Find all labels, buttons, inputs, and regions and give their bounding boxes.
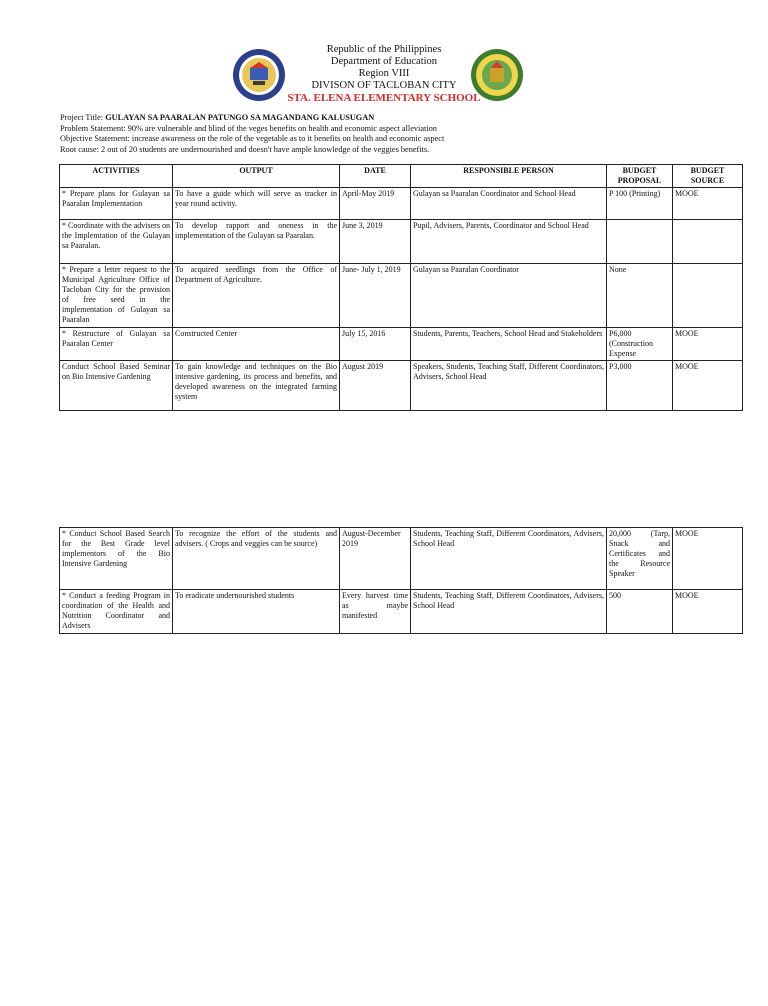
table-header-row <box>60 165 743 188</box>
header-division: DIVISON OF TACLOBAN CITY <box>311 80 457 91</box>
cell-activity: * Conduct a feeding Program in coordination of the Health and Nutrition Coordinator and Advisers <box>60 590 173 634</box>
header-region: Region VIII <box>358 68 410 79</box>
cell-budget: P 100 (Printing) <box>607 188 673 220</box>
cell-date: June 3, 2019 <box>340 220 411 264</box>
header-budget-source: BUDGET SOURCE <box>673 165 743 188</box>
cell-date: June- July 1, 2019 <box>340 264 411 328</box>
cell-activity: * Prepare plans for Gulayan sa Paaralan Implementation <box>60 188 173 220</box>
cell-output: To have a guide which will serve as tracker in year round activity. <box>173 188 340 220</box>
cell-activity: * Coordinate with the advisers on the Implemtation of the Gulayan sa Paaralan. <box>60 220 173 264</box>
action-plan-table <box>59 164 743 411</box>
cell-source: MOOE <box>673 188 743 220</box>
cell-source: MOOE <box>673 590 743 634</box>
project-meta <box>60 113 740 155</box>
cell-responsible: Gulayan sa Paaralan Coordinator <box>411 264 607 328</box>
table-row <box>60 220 743 264</box>
cell-activity: * Conduct School Based Search for the Best Grade level implementors of the Bio Intensive Gardening <box>60 528 173 590</box>
problem-statement: Problem Statement: 90% are vulnerable and blind of the veges benefits on health and economic aspect alleviation <box>60 123 437 133</box>
cell-date: Every harvest time as maybe manifested <box>340 590 411 634</box>
cell-output: To gain knowledge and techniques on the Bio intensive gardening, its process and benefits, and developed awareness on the integrated farming system <box>173 361 340 411</box>
cell-responsible: Gulayan sa Paaralan Coordinator and School Head <box>411 188 607 220</box>
cell-activity: * Restructure of Gulayan sa Paaralan Center <box>60 328 173 361</box>
cell-responsible: Students, Parents, Teachers, School Head and Stakeholders <box>411 328 607 361</box>
table-row <box>60 361 743 411</box>
cell-output: To recognize the effort of the students and advisers. ( Crops and veggies can be source) <box>173 528 340 590</box>
cell-responsible: Students, Teaching Staff, Different Coordinators, Advisers, School Head <box>411 528 607 590</box>
header-responsible: RESPONSIBLE PERSON <box>411 165 607 188</box>
header-activities: ACTIVITIES <box>60 165 173 188</box>
header-department: Department of Education <box>330 56 438 67</box>
cell-date: April-May 2019 <box>340 188 411 220</box>
project-title: GULAYAN SA PAARALAN PATUNGO SA MAGANDANG KALUSUGAN <box>105 113 375 122</box>
table-row <box>60 528 743 590</box>
cell-date: August-December 2019 <box>340 528 411 590</box>
project-title-line <box>60 113 740 124</box>
cell-output: To eradicate undernourished students <box>173 590 340 634</box>
cell-responsible: Students, Teaching Staff, Different Coordinators, Advisers, School Head <box>411 590 607 634</box>
cell-source <box>673 264 743 328</box>
cell-budget: P6,000 (Construction Expense <box>607 328 673 361</box>
header-date: DATE <box>340 165 411 188</box>
cell-budget: P3,000 <box>607 361 673 411</box>
cell-source: MOOE <box>673 361 743 411</box>
cell-source: MOOE <box>673 528 743 590</box>
cell-budget <box>607 220 673 264</box>
cell-output: To develop rapport and oneness in the implementation of the Gulayan sa Paaralan. <box>173 220 340 264</box>
cell-responsible: Pupil, Advisers, Parents, Coordinator and School Head <box>411 220 607 264</box>
letterhead <box>0 44 768 105</box>
cell-date: July 15, 2016 <box>340 328 411 361</box>
table-row <box>60 188 743 220</box>
action-plan-table-continued <box>59 527 743 634</box>
header-school: STA. ELENA ELEMENTARY SCHOOL <box>287 92 481 104</box>
table-row <box>60 328 743 361</box>
cell-budget: 500 <box>607 590 673 634</box>
table-row <box>60 590 743 634</box>
cell-output: To acquired seedlings from the Office of Department of Agriculture. <box>173 264 340 328</box>
table-row <box>60 264 743 328</box>
root-cause: Root cause: 2 out of 20 students are undernourished and doesn't have ample knowledge of the veggies benefits. <box>60 144 430 154</box>
cell-source: MOOE <box>673 328 743 361</box>
cell-date: August 2019 <box>340 361 411 411</box>
project-title-label: Project Title: <box>60 113 106 122</box>
cell-activity: * Prepare a letter request to the Municipal Agriculture Office of Tacloban City for the provision of free seed in the implementation of Gulayan sa Paaralan <box>60 264 173 328</box>
objective-statement: Objective Statement: increase awareness on the role of the vegetable as to it benefits on health and economic aspect <box>60 134 445 143</box>
header-output: OUTPUT <box>173 165 340 188</box>
cell-budget: None <box>607 264 673 328</box>
header-budget-proposal: BUDGET PROPOSAL <box>607 165 673 188</box>
cell-responsible: Speakers, Students, Teaching Staff, Different Coordinators, Advisers, School Head <box>411 361 607 411</box>
cell-budget: 20,000 (Tarp, Snack and Certificates and the Resource Speaker <box>607 528 673 590</box>
cell-output: Constructed Center <box>173 328 340 361</box>
cell-source <box>673 220 743 264</box>
header-republic: Republic of the Philippines <box>326 44 442 55</box>
cell-activity: Conduct School Based Seminar on Bio Intensive Gardening <box>60 361 173 411</box>
